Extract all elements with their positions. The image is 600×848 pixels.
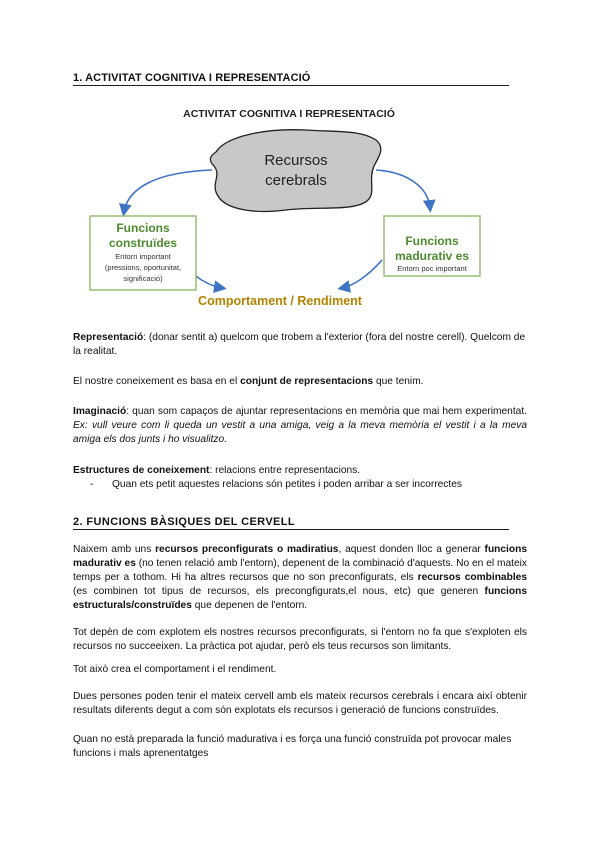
resources-text-d: funcions madurativ es	[73, 544, 527, 569]
exploit-paragraph: Tot depèn de com explotem els nostres recursos preconfigurats, si l'entorn no fa que s'exploten els recursos no succeeixen. La pràctica pot ajudar, però els teus recursos son limitants.	[73, 627, 527, 652]
bullet-text: Quan ets petit aquestes relacions són petites i poden arribar a ser incorrectes	[112, 479, 462, 490]
section-2-heading: 2. FUNCIONS BÀSIQUES DEL CERVELL	[73, 516, 509, 530]
left-box-line-3: significació)	[123, 274, 163, 283]
cloud-label-line1: Recursos	[264, 152, 328, 169]
cloud-label-line2: cerebrals	[265, 172, 327, 189]
bullet-item	[90, 478, 527, 492]
resources-text-a: Naixem amb uns	[73, 544, 156, 555]
resources-text-g: (es combinen tot tipus de recursos, els precongfigurats,el nous, etc) que generen	[73, 586, 485, 597]
representation-definition: : (donar sentit a) quelcom que trobem a l'exterior (fora del nostre cerell). Quelcom de la realitat.	[73, 332, 526, 357]
imagination-term: Imaginació	[73, 406, 127, 417]
left-box-line-2: (pressions, oportunitat,	[104, 263, 182, 272]
brain-resources-cloud	[210, 130, 380, 212]
knowledge-text-pre: El nostre coneixement es basa en el	[73, 376, 241, 387]
right-box-line-1: Entorn poc important	[397, 264, 467, 273]
resources-text-i: que depenen de l'entorn.	[191, 600, 308, 611]
imagination-definition: : quan som capaços de ajuntar representacions en memòria que mai hem experimentat.	[126, 406, 527, 417]
resources-text-c: , aquest donden lloc a generar	[338, 544, 485, 555]
bullet-dash: -	[90, 479, 94, 490]
left-box-title-1: Funcions	[116, 221, 170, 235]
behavior-paragraph: Tot això crea el comportament i el rendiment.	[73, 664, 277, 675]
imagination-paragraph	[73, 405, 527, 447]
knowledge-structures-paragraph	[73, 464, 527, 478]
cognitive-activity-diagram	[76, 100, 502, 316]
behavior-performance-label: Comportament / Rendiment	[198, 294, 362, 308]
knowledge-structures-definition: : relacions entre representacions.	[209, 465, 361, 476]
right-box-title-2: madurativ es	[394, 249, 470, 263]
knowledge-structures-term: Estructures de coneixement	[73, 465, 210, 476]
imagination-example: Ex: vull veure com li queda un vestit a una amiga, veig a la meva memòria el vestit i a la meva amiga els dos junts i ho visualitzo.	[73, 420, 527, 445]
resources-text-h: funcions estructurals/construïdes	[73, 586, 527, 611]
representation-paragraph	[73, 331, 527, 359]
resources-text-f: recursos combinables	[417, 572, 527, 583]
forced-function-paragraph: Quan no està preparada la funció madurativa i es força una funció construïda pot provocar males funcions i mals aprenentatges	[73, 734, 512, 759]
resources-paragraph	[73, 543, 527, 613]
section-1-heading: 1. ACTIVITAT COGNITIVA I REPRESENTACIÓ	[73, 72, 509, 86]
representation-term: Representació	[73, 332, 144, 343]
right-box-title-1: Funcions	[405, 234, 459, 248]
resources-text-b: recursos preconfigurats o madiratius	[155, 544, 339, 555]
diagram-title: ACTIVITAT COGNITIVA I REPRESENTACIÓ	[183, 108, 395, 120]
left-box-line-1: Entorn important	[115, 252, 171, 261]
knowledge-paragraph	[73, 375, 527, 389]
left-box-title-2: construïdes	[108, 236, 178, 250]
resources-text-e: (no tenen relació amb l'entorn), depenent de la combinació d'aquests. No en el mateix temps per a tothom. Hi ha altres recursos que no son preconfigurats, els	[73, 558, 527, 583]
knowledge-text-post: que tenim.	[373, 376, 424, 387]
two-people-paragraph: Dues persones poden tenir el mateix cervell amb els mateix recursos cerebrals i encara així obtenir resultats diferents degut a com són explotats els recursos i generació de funcions construïdes.	[73, 691, 527, 716]
knowledge-text-bold: conjunt de representacions	[240, 376, 374, 387]
